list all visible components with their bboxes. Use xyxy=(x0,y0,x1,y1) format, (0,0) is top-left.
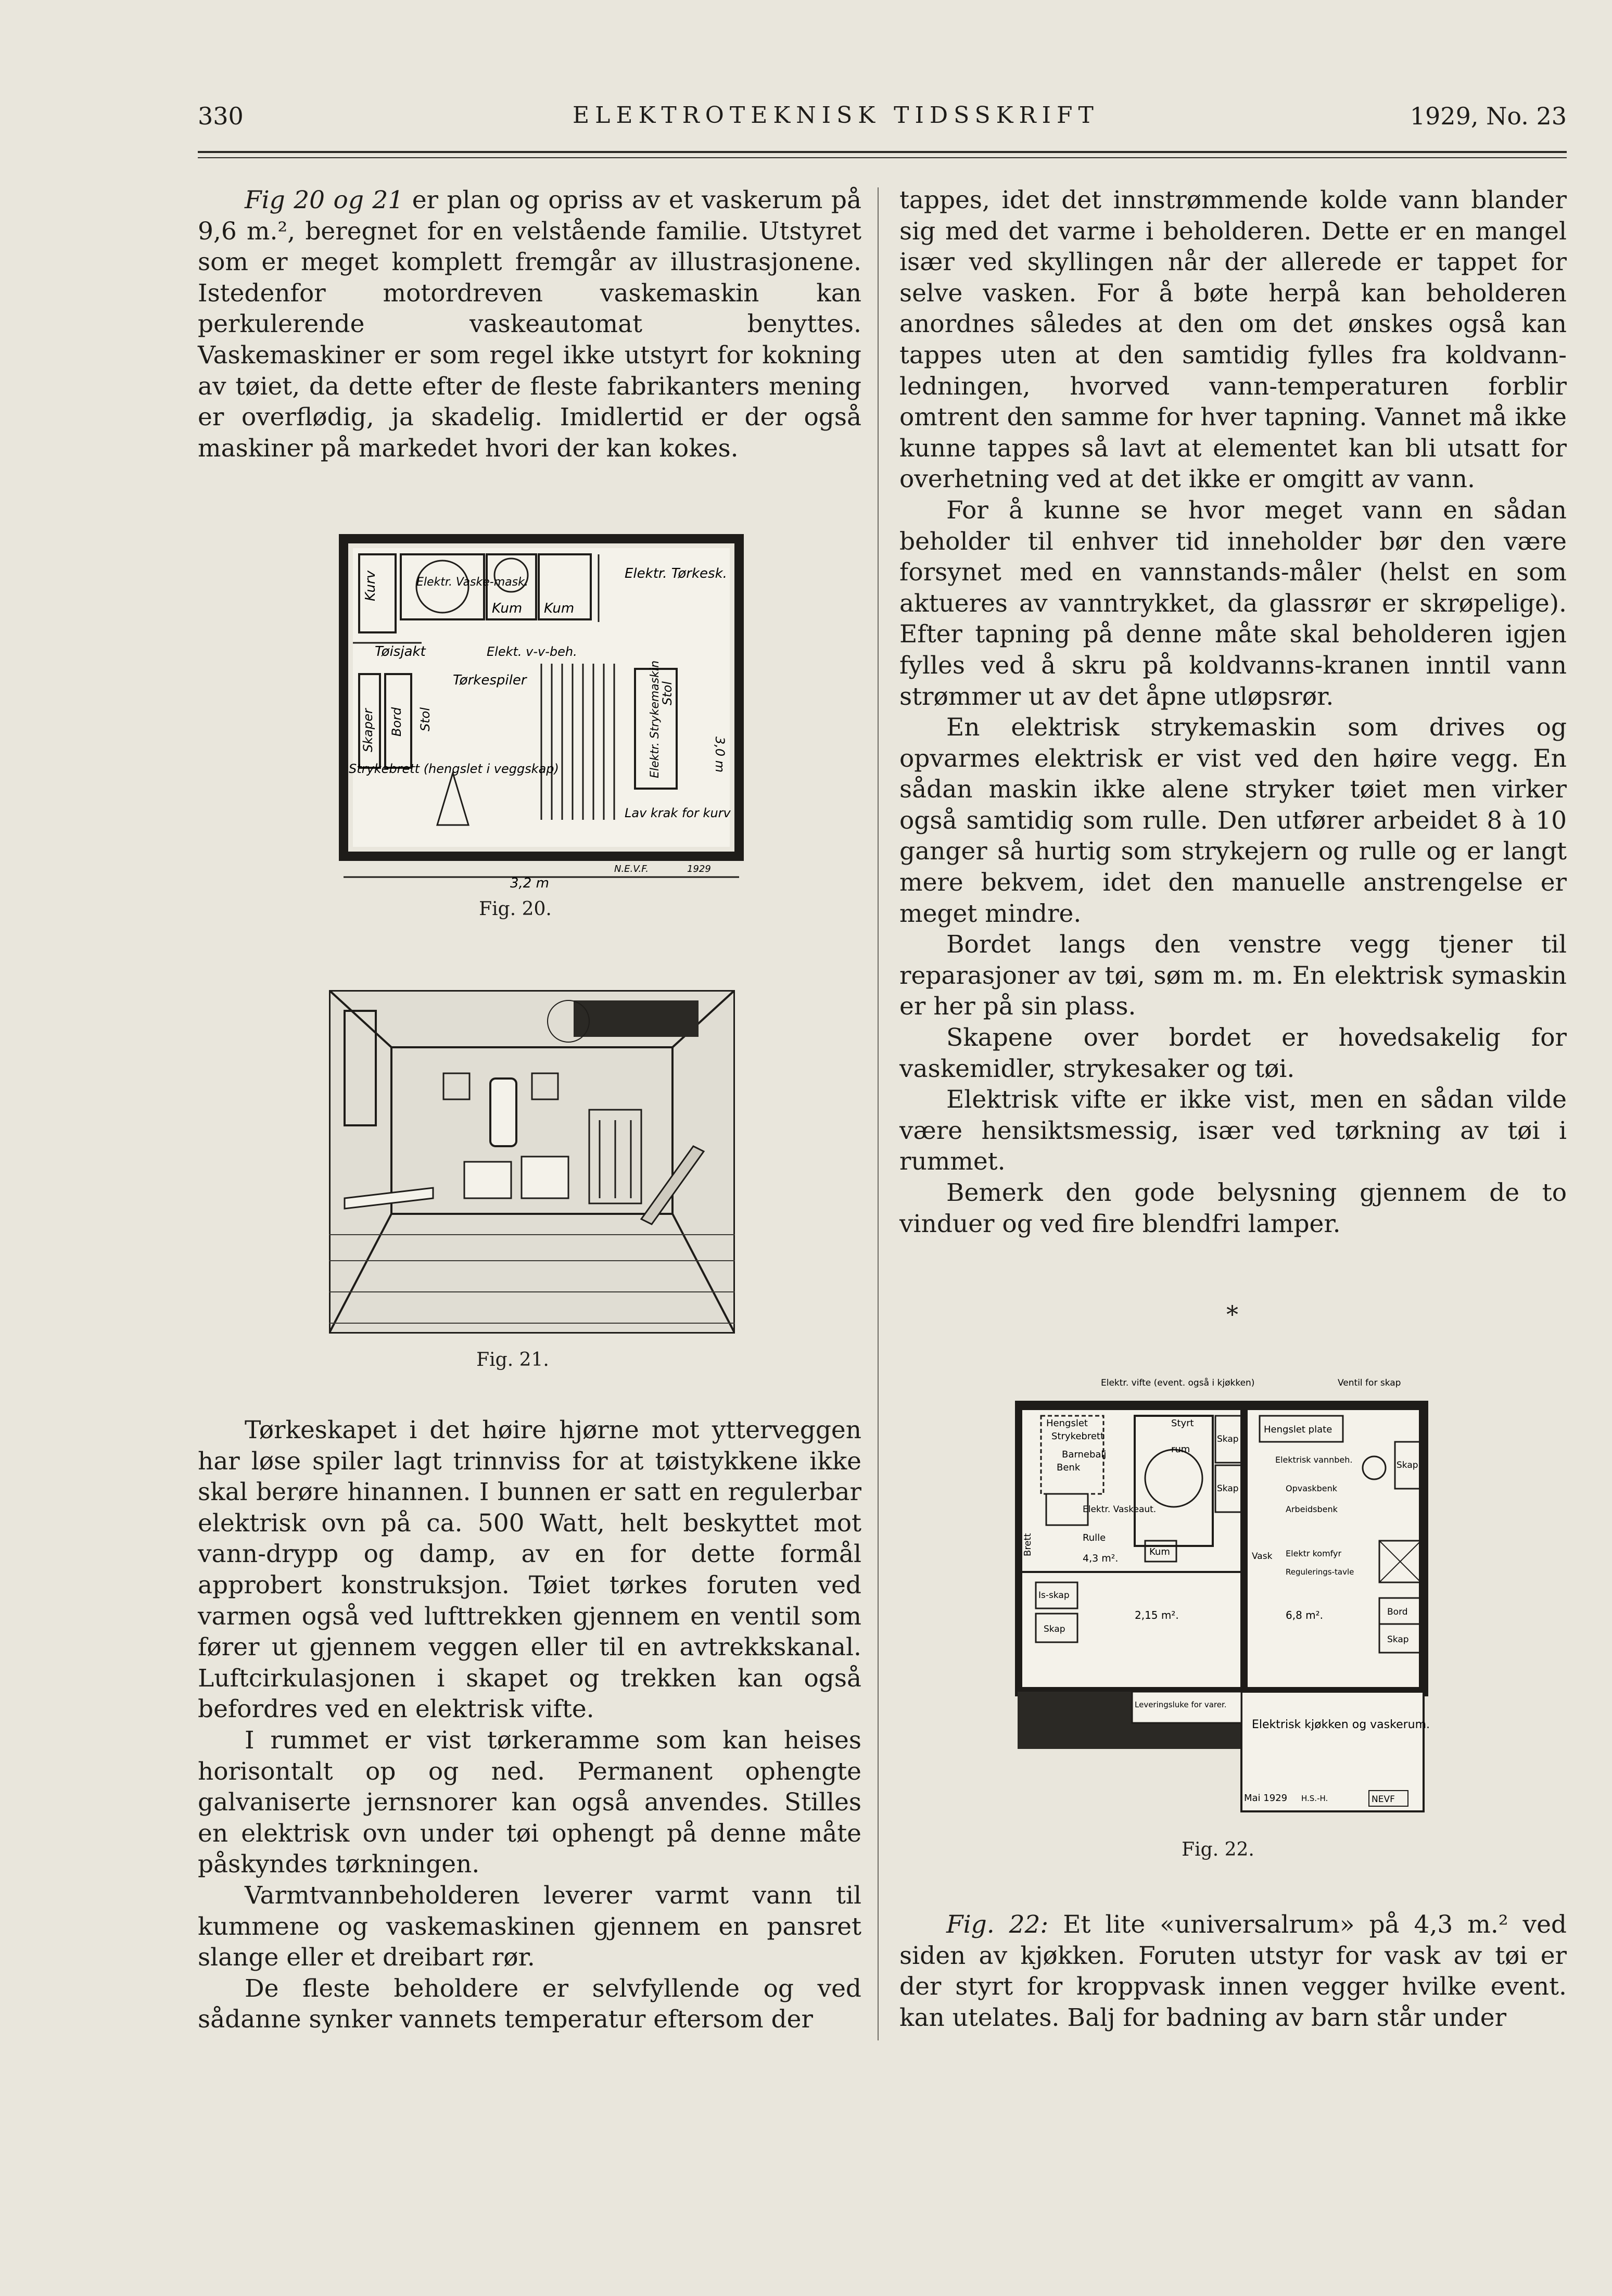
label-barnebalj: Barnebalj xyxy=(1062,1449,1107,1460)
label-vifte: Elektr. vifte (event. også i kjøkken) xyxy=(1101,1378,1255,1388)
label-benk: Benk xyxy=(1057,1462,1081,1473)
label-reguleringstavle: Regulerings-tavle xyxy=(1286,1567,1354,1577)
label-skap5: Skap xyxy=(1387,1634,1409,1645)
label-torkespiler: Tørkespiler xyxy=(453,673,527,688)
label-brett: Brett xyxy=(1022,1533,1033,1556)
label-area2: 2,15 m². xyxy=(1135,1609,1179,1621)
paragraph: For å kunne se hvor meget vann en sådan beholder til enhver tid inneholder bør den være forsynet med en vannstands-måler (helst en som aktueres av vanntrykket, da glassrør er skrøpelige). Efter tapning på denne måte skal beholderen igjen fylles ved å skru på koldvanns-kranen inntil vann strømmer ut av det åpne utløpsrør. xyxy=(899,496,1567,711)
fig22-plan xyxy=(1015,1374,1437,1822)
section-separator: * xyxy=(1226,1300,1238,1328)
fig20-plan xyxy=(333,528,750,893)
label-initials: H.S.-H. xyxy=(1301,1794,1328,1803)
label-room-name: Elektrisk kjøkken og vaskerum. xyxy=(1252,1718,1430,1731)
paragraph: Skapene over bordet er hovedsakelig for vaskemidler, strykesaker og tøi. xyxy=(899,1023,1567,1083)
figure-reference: Fig 20 og 21 xyxy=(245,186,404,214)
paragraph: Tørkeskapet i det høire hjørne mot ytterveggen har løse spiler lagt trinnviss for at tøistykkene ikke skal berøre hinannen. I bunnen er satt en regulerbar elektrisk ovn på ca. 500 Watt, helt beskyttet mot vann-drypp og damp, av en for dette formål approbert konstruksjon. Tøiet tørkes foruten ved varmen også ved lufttrekken gjennem en ventil som fører ut gjennem veggen eller til en avtrekkskanal. Luftcirkulasjonen i skapet og trekken kan også befordres ved en elektrisk vifte. xyxy=(198,1416,861,1724)
label-skap4: Skap xyxy=(1044,1624,1065,1634)
paragraph: Varmtvannbeholderen leverer varmt vann til kummene og vaskemaskinen gjennem en pansret slange eller et dreibart rør. xyxy=(198,1881,861,1972)
label-toisjakt: Tøisjakt xyxy=(375,644,426,659)
label-vannbeh: Elektrisk vannbeh. xyxy=(1275,1455,1353,1465)
label-vaskeaut: Elektr. Vaskeaut. xyxy=(1083,1504,1157,1515)
label-stol2: Stol xyxy=(660,681,675,705)
label-arbeidsbenk: Arbeidsbenk xyxy=(1286,1504,1338,1514)
label-rulle: Rulle xyxy=(1083,1532,1106,1543)
label-strykebrett: Strykebrett xyxy=(1051,1431,1105,1442)
paragraph: Elektrisk vifte er ikke vist, men en sådan vilde være hensiktsmessig, især ved tørkning av tøi i rummet. xyxy=(899,1085,1567,1176)
label-rum: rum xyxy=(1171,1444,1190,1455)
paragraph: En elektrisk strykemaskin som drives og opvarmes elektrisk er vist ved den høire vegg. En sådan maskin ikke alene stryker tøiet men virker også samtidig som rulle. Den utfører arbeidet 8 à 10 ganger så hurtig som strykejern og rulle og er langt mere bekvem, idet den manuelle anstrengelse er meget mindre. xyxy=(899,713,1567,928)
label-bord: Bord xyxy=(389,707,404,737)
label-vask: Vask xyxy=(1252,1551,1273,1562)
left-column-top xyxy=(198,185,861,464)
label-width: 3,2 m xyxy=(510,876,549,891)
page-number: 330 xyxy=(198,102,244,130)
label-isskap: Is-skap xyxy=(1038,1590,1070,1601)
figure-reference: Fig. 22: xyxy=(946,1910,1049,1939)
label-strykemaskin: Elektr. Strykemaskin xyxy=(649,660,662,778)
fig22-caption: Fig. 22. xyxy=(1182,1839,1254,1860)
fig21-interior xyxy=(329,990,735,1334)
label-lavkrak: Lav krak for kurv xyxy=(625,806,731,820)
header-rule-thin xyxy=(198,157,1567,158)
label-bord: Bord xyxy=(1387,1607,1408,1617)
paragraph: Bordet langs den venstre vegg tjener til reparasjoner av tøi, søm m. m. En elektrisk symaskin er her på sin plass. xyxy=(899,930,1567,1021)
label-signature: NEVF xyxy=(1372,1794,1395,1805)
paragraph: De fleste beholdere er selvfyllende og ved sådanne synker vannets temperatur eftersom der xyxy=(198,1974,861,2034)
paragraph: Bemerk den gode belysning gjennem de to vinduer og ved fire blendfri lamper. xyxy=(899,1178,1567,1238)
right-column-top xyxy=(899,185,1567,1239)
label-area3: 6,8 m². xyxy=(1286,1609,1324,1621)
paragraph: Fig. 22: Et lite «universalrum» på 4,3 m.² ved siden av kjøkken. Foruten utstyr for vask av tøi er der styrt for kroppvask innen vegger hvilke event. kan utelates. Balj for badning av barn står under xyxy=(899,1910,1567,2032)
label-hengslet-plate: Hengslet plate xyxy=(1264,1424,1332,1435)
running-header xyxy=(198,102,1567,138)
label-leveringsluke: Leveringsluke for varer. xyxy=(1135,1700,1227,1709)
label-stol1: Stol xyxy=(418,707,433,731)
paragraph: Fig 20 og 21 er plan og opriss av et vaskerum på 9,6 m.², beregnet for en velstående familie. Utstyret som er meget komplett fremgår av illustrasjonene. Istedenfor motordreven vaskemaskin kan perkulerende vaskeautomat benyttes. Vaskemaskiner er som regel ikke utstyrt for kokning av tøiet, da dette efter de fleste fabrikanters mening er overflødig, ja skadelig. Imidlertid er der også maskiner på markedet hvori der kan kokes. xyxy=(198,186,862,463)
label-height: 3,0 m xyxy=(713,737,727,773)
header-rule xyxy=(198,151,1567,153)
label-skaper: Skaper xyxy=(361,708,375,752)
label-torkesk: Elektr. Tørkesk. xyxy=(625,566,727,581)
journal-title: ELEKTROTEKNISK TIDSSKRIFT xyxy=(573,102,1099,129)
label-skap1: Skap xyxy=(1217,1434,1239,1444)
label-year: 1929 xyxy=(687,864,711,874)
right-column-bottom xyxy=(899,1909,1567,2033)
column-divider xyxy=(878,187,879,2040)
paragraph: tappes, idet det innstrømmende kolde vann blander sig med det varme i beholderen. Dette er en mangel især ved skyllingen når der allerede er tappet for selve vasken. For å bøte herpå kan beholderen anordnes således at den om det ønskes også kan tappes uten at den samtidig fylles fra koldvann-ledningen, hvorved vann-temperaturen forblir omtrent den samme for hver tapning. Vannet må ikke kunne tappes så lavt at elementet kan bli utsatt for overhetning ved at det ikke er omgitt av vann. xyxy=(899,186,1567,494)
label-signature: N.E.V.F. xyxy=(614,864,649,874)
label-kurv: Kurv xyxy=(363,570,378,601)
label-hengslet: Hengslet xyxy=(1046,1418,1088,1429)
fig20-caption: Fig. 20. xyxy=(479,898,552,920)
label-ventil: Ventil for skap xyxy=(1338,1378,1401,1388)
paragraph: I rummet er vist tørkeramme som kan heises horisontalt op og ned. Permanent ophengte galvaniserte jernsnorer kan også anvendes. Stilles en elektrisk ovn under tøi ophengt på denne måte påskyndes tørkningen. xyxy=(198,1726,861,1879)
label-date: Mai 1929 xyxy=(1244,1793,1288,1804)
label-styrt: Styrt xyxy=(1171,1418,1194,1429)
label-vvbeh: Elekt. v-v-beh. xyxy=(487,644,577,659)
left-column-bottom xyxy=(198,1415,861,2035)
label-strykebrett-text: Strykebrett (hengslet i veggskap) xyxy=(349,762,559,776)
label-kum2: Kum xyxy=(544,601,575,616)
label-area1: 4,3 m². xyxy=(1083,1553,1119,1564)
issue-number: 1929, No. 23 xyxy=(1410,102,1567,130)
label-kum1: Kum xyxy=(492,601,523,616)
label-skap2: Skap xyxy=(1217,1483,1239,1494)
fig21-caption: Fig. 21. xyxy=(476,1349,549,1371)
label-skap3: Skap xyxy=(1397,1460,1418,1470)
label-vaskemask: Elektr. Vaske-mask. xyxy=(416,576,528,589)
label-opvaskbenk: Opvaskbenk xyxy=(1286,1483,1338,1493)
label-kum: Kum xyxy=(1149,1546,1170,1557)
label-komfyr: Elektr komfyr xyxy=(1286,1549,1342,1558)
